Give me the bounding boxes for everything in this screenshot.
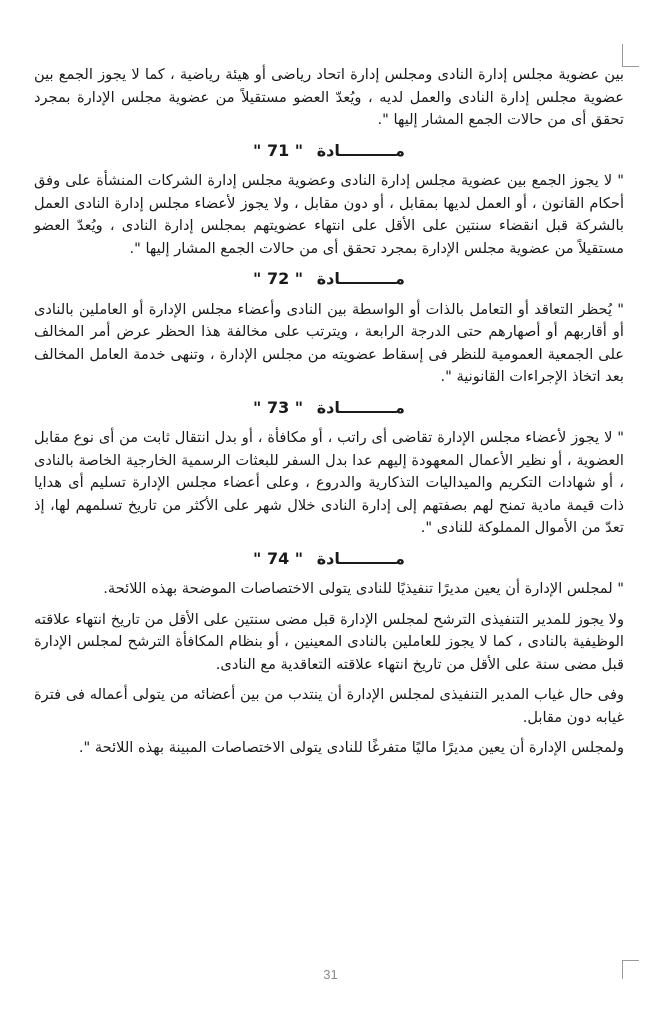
crop-mark-top-right: [622, 44, 639, 67]
article-73-text: " لا يجوز لأعضاء مجلس الإدارة تقاضى أى راتب ، أو مكافأة ، أو بدل انتقال ثابت من أى نوع مقابل العضوية ، أو نظير الأعمال المعهودة إليهم عدا بدل السفر للبعثات الرسمية الخارجية الخاصة بالنادى ، أو شهادات التكريم والميداليات التذكارية والدروع ، وعلى أعضاء مجلس الإدارة تسليم أى هدايا ذات قيمة مادية تمنح لهم بصفتهم إلى إدارة النادى خلال شهر على الأكثر من تاريخ تسلمهم لها، إذ تعدّ من الأموال المملوكة للنادى ".: [34, 429, 624, 536]
article-heading-word: مــــــــــادة: [316, 548, 405, 568]
article-number: " 74 ": [253, 548, 304, 568]
article-heading-word: مــــــــــادة: [316, 397, 405, 417]
article-number: " 71 ": [253, 140, 304, 160]
article-heading-73: [34, 397, 624, 420]
article-number: " 72 ": [253, 269, 304, 288]
article-heading-word: مــــــــــادة: [316, 269, 405, 288]
article-72-text: " يُحظر التعاقد أو التعامل بالذات أو الواسطة بين النادى وأعضاء مجلس الإدارة أو العاملين بالنادى أو أقاربهم أو أصهارهم حتى الدرجة الرابعة ، ويترتب على مخالفة هذا الحظر عرض أمر المخالف على الجمعية العمومية للنظر فى إسقاط عضويته من مجلس الإدارة ، وتنهى خدمة العامل المخالف بعد اتخاذ الإجراءات القانونية ".: [34, 300, 624, 385]
article-71-text: " لا يجوز الجمع بين عضوية مجلس إدارة النادى وعضوية مجلس إدارة الشركات المنشأة على وفق أحكام القانون ، أو العمل لديها بمقابل ، أو دون مقابل ، ولا يجوز لأعضاء مجلس إدارة النادى العمل بالشركة قبل انقضاء سنتين على الأقل على انتهاء عضويتهم بمجلس إدارة النادى ، ويُعدّ العضو مستقيلاً من عضوية مجلس الإدارة بمجرد تحقق أى من حالات الجمع المشار إليها ".: [34, 172, 624, 257]
paragraph-continuation: بين عضوية مجلس إدارة النادى ومجلس إدارة اتحاد رياضى أو هيئة رياضية ، كما لا يجوز الجمع بين عضوية مجلس إدارة النادى والعمل لديه ، ويُعدّ العضو مستقيلاً من عضوية مجلس الإدارة بمجرد تحقق أى من حالات الجمع المشار إليها ".: [34, 66, 624, 128]
article-74-text-1: " لمجلس الإدارة أن يعين مديرًا تنفيذيًا للنادى يتولى الاختصاصات الموضحة بهذه اللائحة.: [103, 580, 624, 597]
article-74-text-2: ولا يجوز للمدير التنفيذى الترشح لمجلس الإدارة قبل مضى سنتين على الأقل من تاريخ انتهاء علاقته الوظيفية بالنادى ، كما لا يجوز للعاملين بالنادى المعينين ، أو بنظام المكافأة الترشح لمجلس الإدارة قبل مضى سنة على الأقل من تاريخ انتهاء علاقته التعاقدية مع النادى.: [34, 610, 624, 673]
article-heading-word: مــــــــــادة: [316, 140, 405, 160]
article-heading-71: [34, 140, 624, 163]
article-74-text-4: ولمجلس الإدارة أن يعين مديرًا ماليًا متفرغًا للنادى يتولى الاختصاصات المبينة بهذه اللائحة ".: [78, 739, 624, 756]
article-heading-72: [34, 268, 624, 291]
article-number: " 73 ": [253, 397, 304, 417]
article-heading-74: [34, 548, 624, 571]
document-page: [34, 64, 624, 768]
article-74-text-3: وفى حال غياب المدير التنفيذى لمجلس الإدارة أن ينتدب من بين أعضائه من يتولى أعماله فى فترة غيابه دون مقابل.: [34, 686, 624, 726]
page-number: 31: [323, 967, 338, 982]
